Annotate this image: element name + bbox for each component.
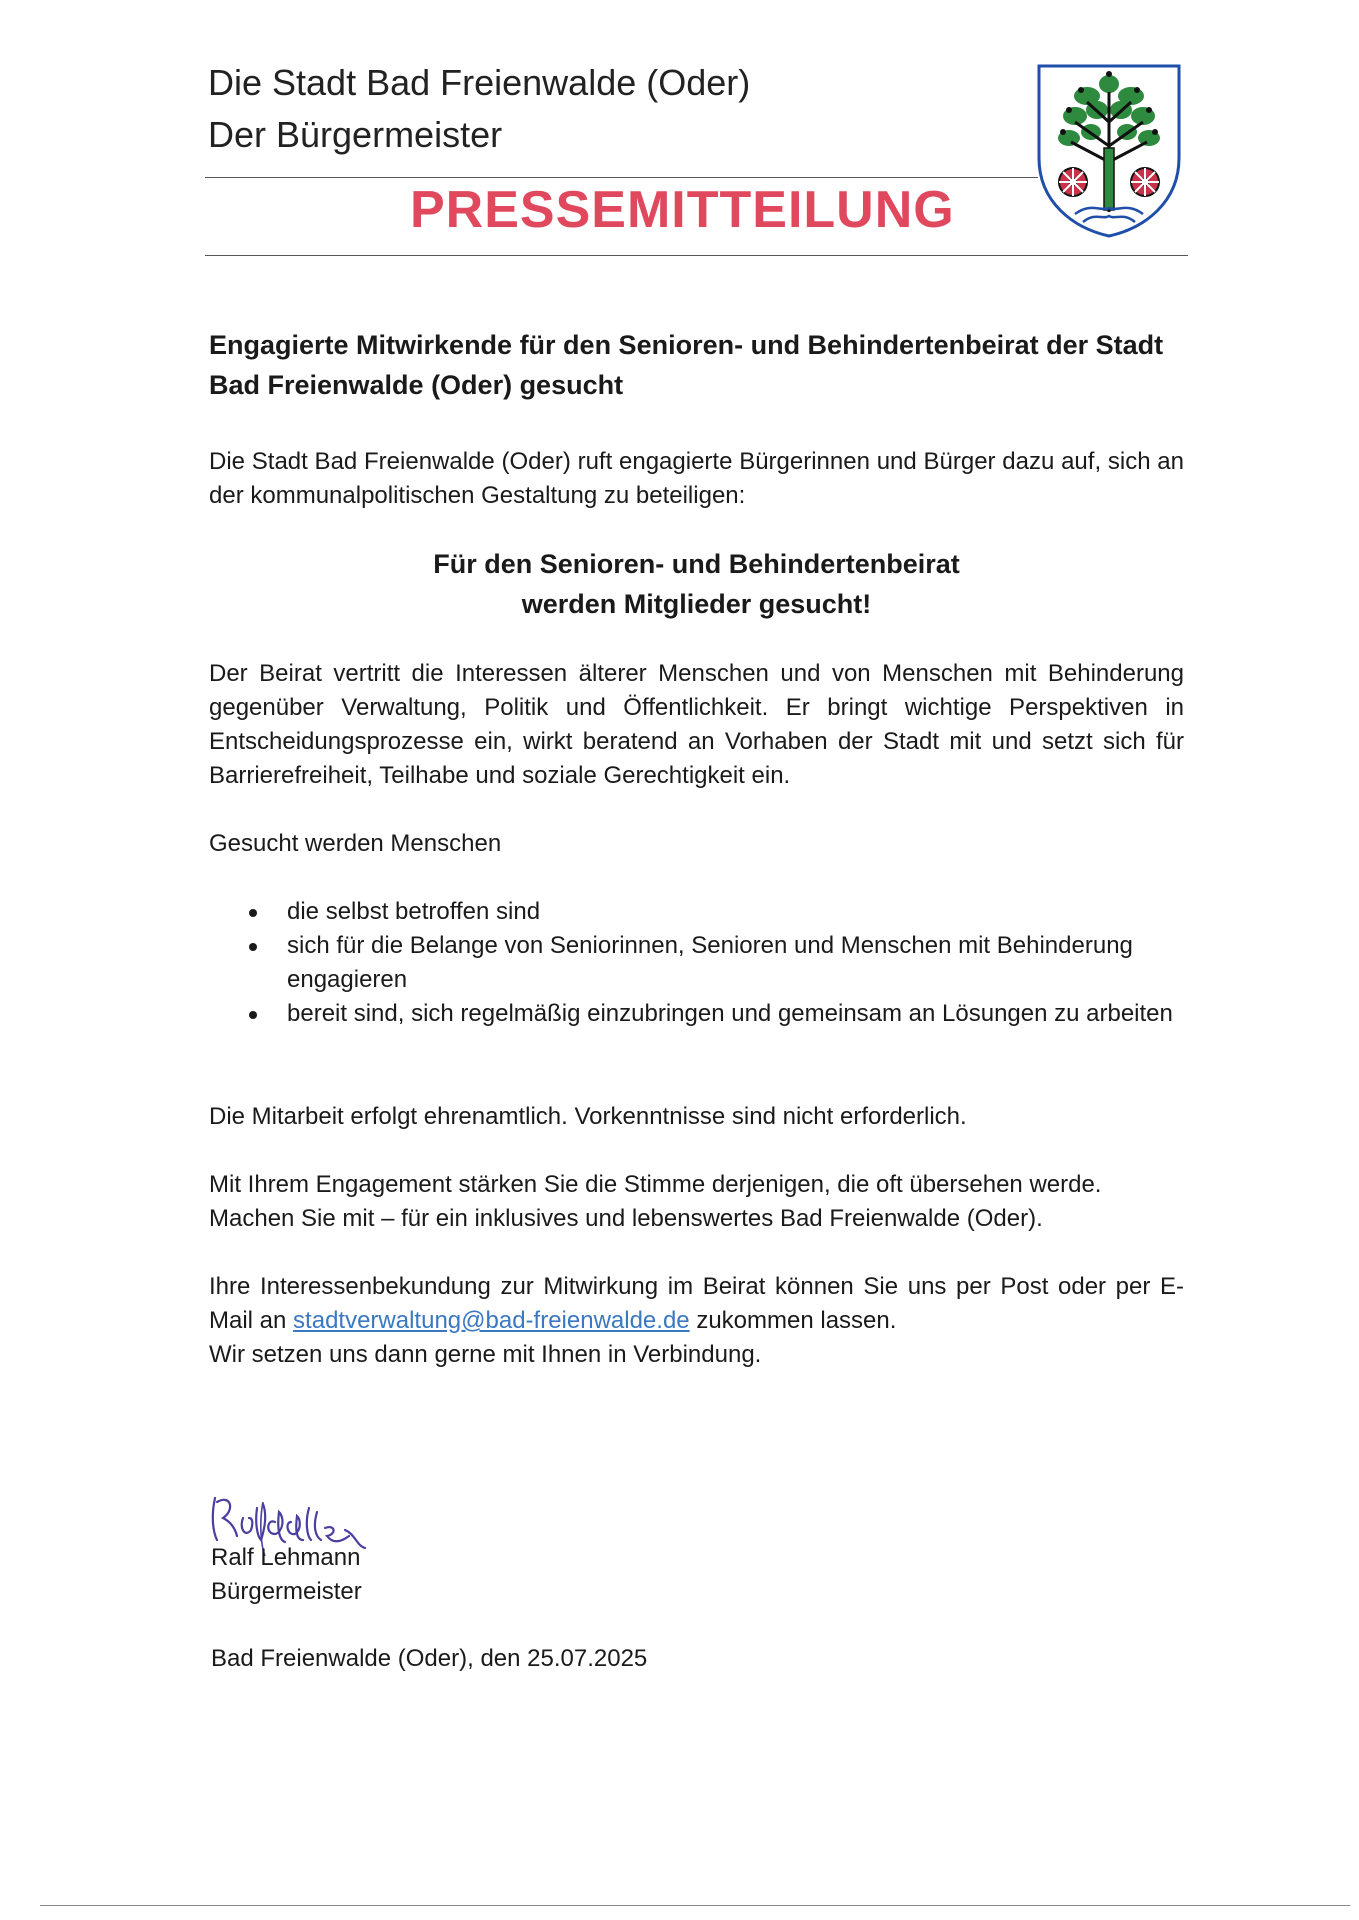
list-item-text: die selbst betroffen sind bbox=[287, 898, 541, 925]
voluntary-paragraph: Die Mitarbeit erfolgt ehrenamtlich. Vorkenntnisse sind nicht erforderlich. bbox=[209, 1103, 967, 1130]
wanted-list bbox=[209, 895, 1184, 1031]
list-item bbox=[209, 895, 1184, 929]
callout-line-1: Für den Senioren- und Behindertenbeirat bbox=[433, 549, 960, 579]
header-bottom-rule bbox=[205, 255, 1188, 256]
callout-line-2: werden Mitglieder gesucht! bbox=[521, 589, 872, 619]
header-top-rule bbox=[205, 177, 1038, 178]
description-paragraph: Der Beirat vertritt die Interessen älterer Menschen und von Menschen mit Behinderung gegenüber Verwaltung, Politik und Öffentlichkeit. Er bringt wichtige Perspektiven in Entscheidungsprozesse ein, wirkt beratend an Vorhaben der Stadt mit und setzt sich für Barrierefreiheit, Teilhabe und soziale Gerechtigkeit ein. bbox=[209, 660, 1184, 789]
contact-paragraph bbox=[209, 1270, 1184, 1338]
signatory-title: Bürgermeister bbox=[211, 1578, 362, 1605]
press-release-label: PRESSEMITTEILUNG bbox=[410, 181, 955, 239]
list-item bbox=[209, 997, 1184, 1031]
email-link[interactable]: stadtverwaltung@bad-freienwalde.de bbox=[293, 1307, 690, 1334]
header-city-name: Die Stadt Bad Freienwalde (Oder) bbox=[208, 62, 751, 103]
contact-closing: Wir setzen uns dann gerne mit Ihnen in Verbindung. bbox=[209, 1341, 762, 1368]
press-release-headline: Engagierte Mitwirkende für den Senioren- und Behindertenbeirat der Stadt Bad Freienwalde (Oder) gesucht bbox=[209, 330, 1164, 400]
header-mayor-office: Der Bürgermeister bbox=[208, 114, 503, 155]
bullet-icon bbox=[249, 1011, 257, 1019]
page-bottom-rule bbox=[40, 1905, 1350, 1906]
list-item-text: sich für die Belange von Seniorinnen, Senioren und Menschen mit Behinderung engagieren bbox=[287, 932, 1133, 993]
coat-of-arms-icon bbox=[1035, 62, 1183, 240]
place-and-date: Bad Freienwalde (Oder), den 25.07.2025 bbox=[211, 1645, 648, 1672]
signatory-name: Ralf Lehmann bbox=[211, 1544, 361, 1571]
list-item bbox=[209, 929, 1184, 997]
list-item-text: bereit sind, sich regelmäßig einzubringen und gemeinsam an Lösungen zu arbeiten bbox=[287, 1000, 1173, 1027]
engagement-line-2: Machen Sie mit – für ein inklusives und lebenswertes Bad Freienwalde (Oder). bbox=[209, 1205, 1043, 1232]
engagement-line-1: Mit Ihrem Engagement stärken Sie die Stimme derjenigen, die oft übersehen werde. bbox=[209, 1171, 1102, 1198]
contact-text-before-email: Ihre Interessenbekundung zur Mitwirkung im Beirat können Sie uns per Post oder per E-Mail an bbox=[209, 1273, 1184, 1334]
bullet-icon bbox=[249, 909, 257, 917]
intro-paragraph: Die Stadt Bad Freienwalde (Oder) ruft engagierte Bürgerinnen und Bürger dazu auf, sich an der kommunalpolitischen Gestaltung zu beteiligen: bbox=[209, 448, 1184, 509]
bullet-icon bbox=[249, 943, 257, 951]
contact-text-after-email: zukommen lassen. bbox=[696, 1307, 897, 1334]
wanted-intro: Gesucht werden Menschen bbox=[209, 830, 502, 857]
